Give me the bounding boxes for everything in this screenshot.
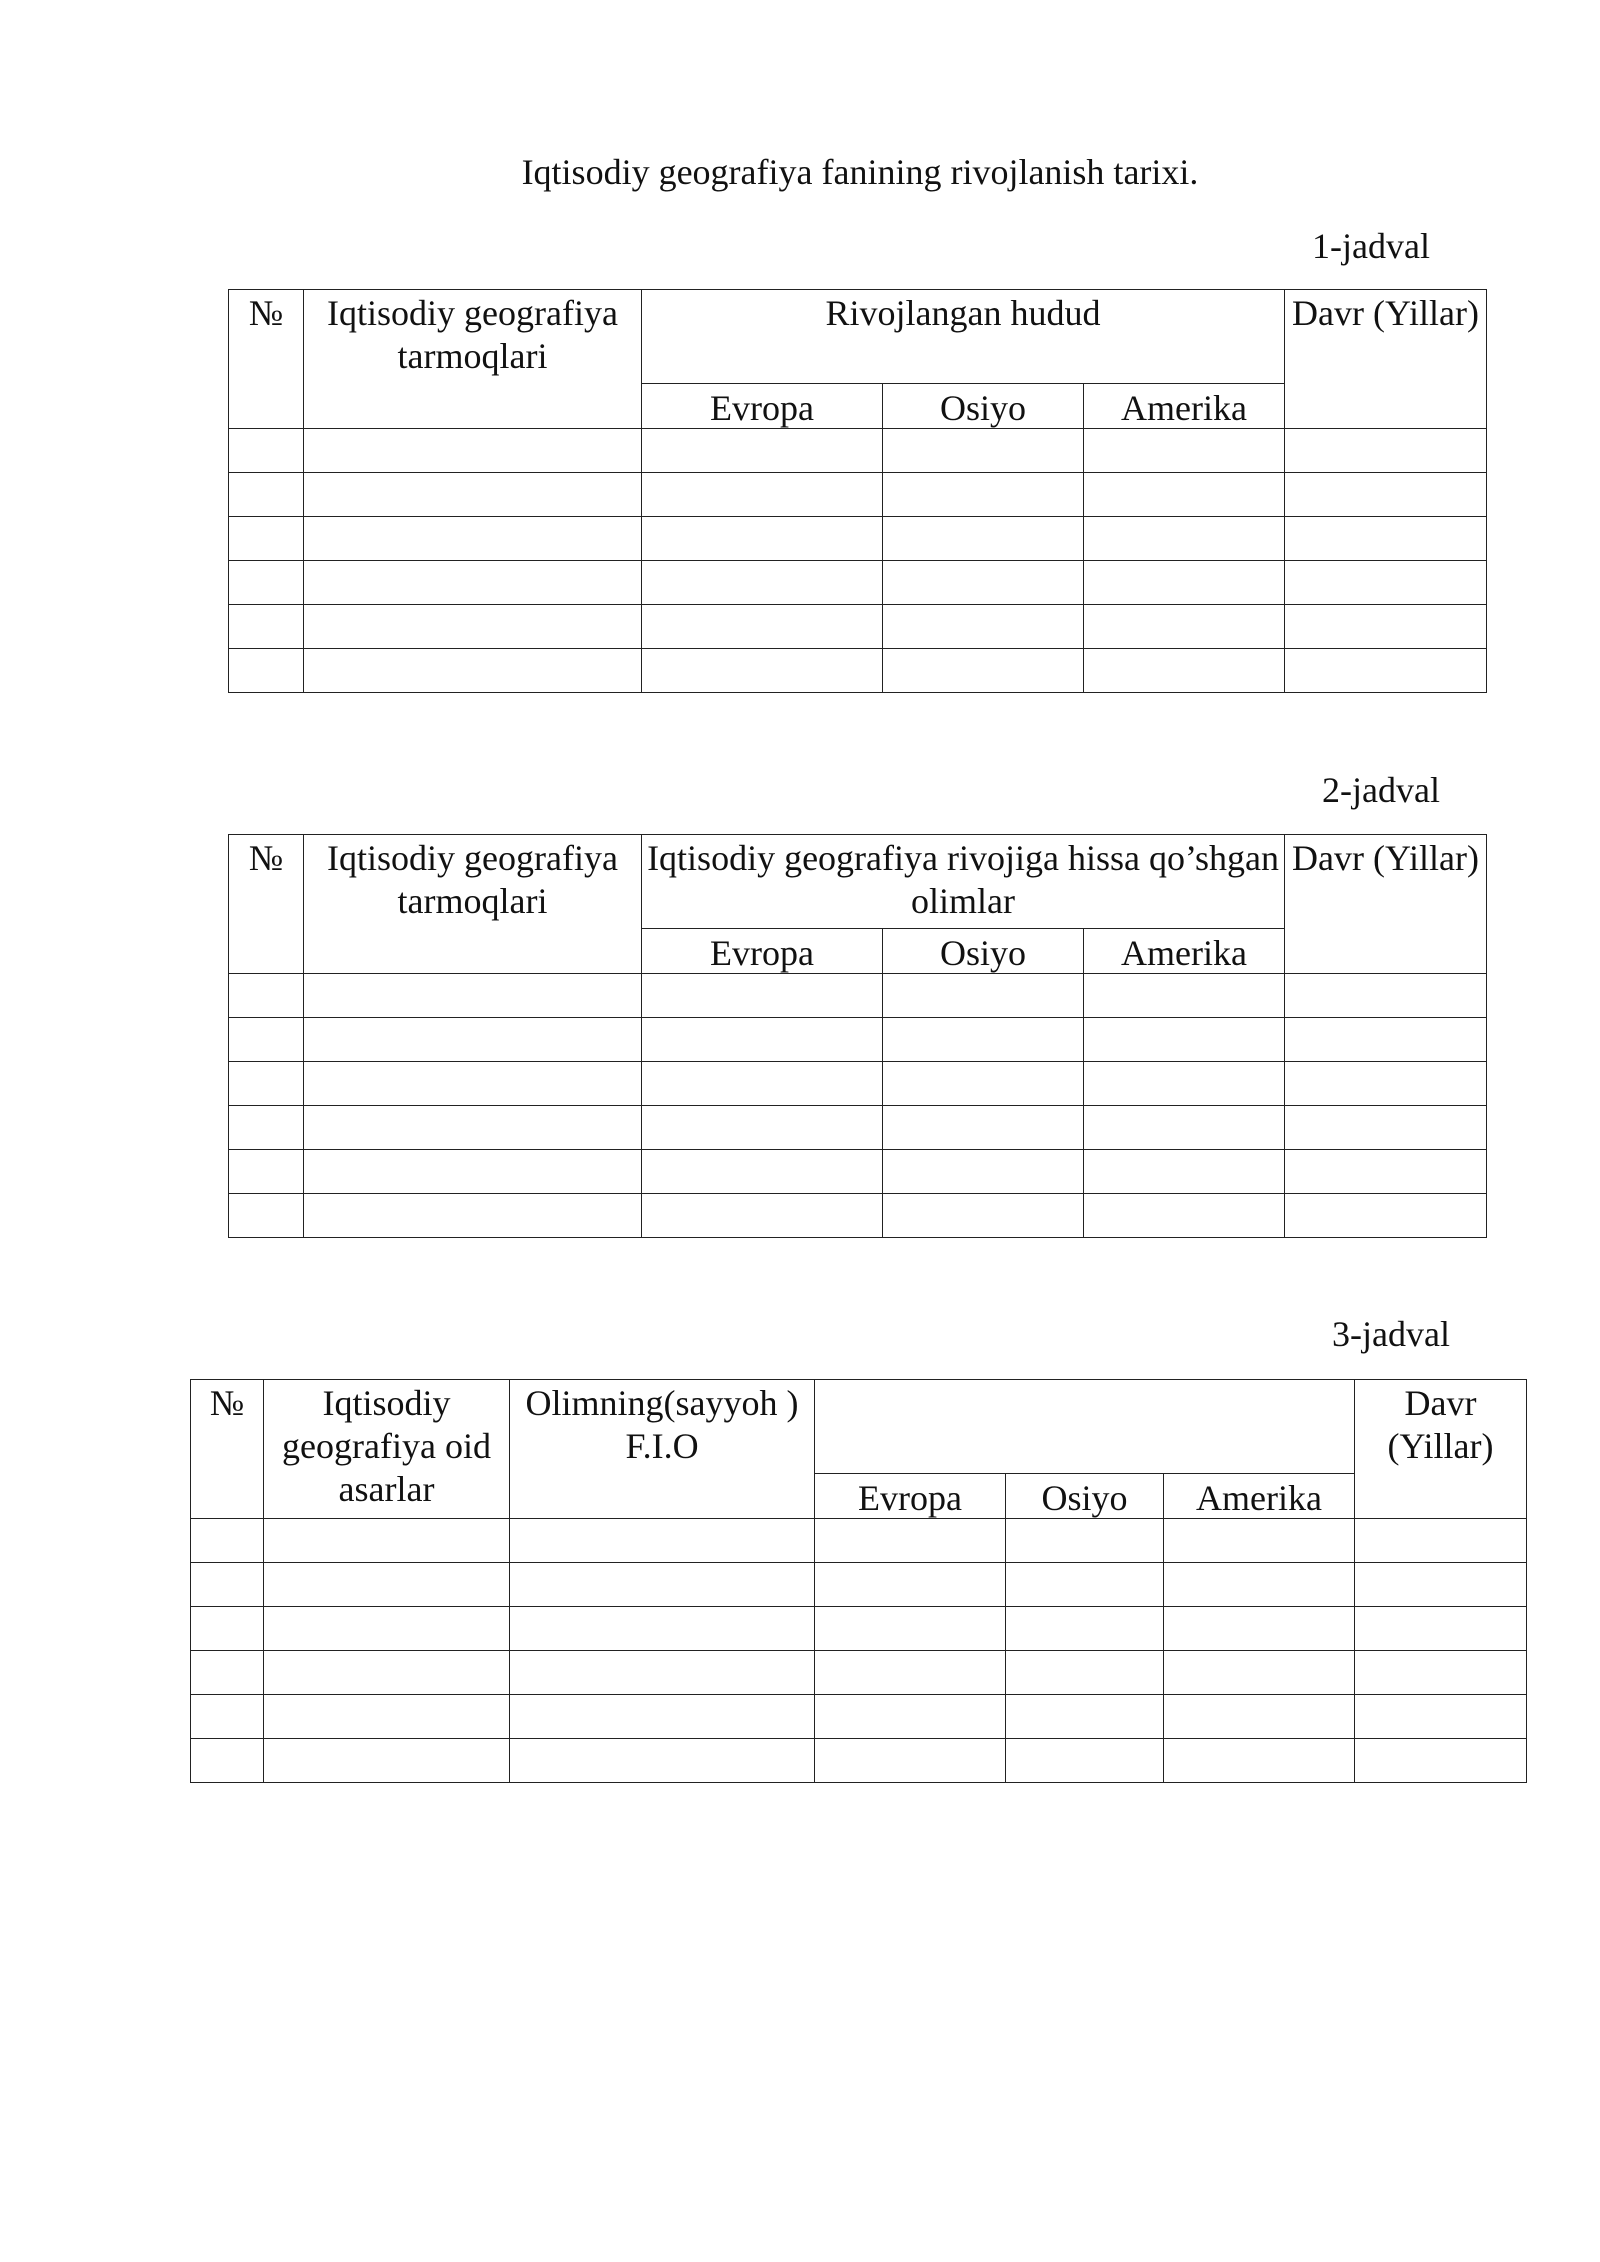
cell[interactable]	[642, 1194, 883, 1238]
cell[interactable]	[229, 605, 304, 649]
cell[interactable]	[1084, 517, 1285, 561]
cell[interactable]	[1285, 1062, 1487, 1106]
cell[interactable]	[1355, 1519, 1527, 1563]
header-region-europe: Evropa	[815, 1474, 1006, 1519]
cell[interactable]	[1285, 1194, 1487, 1238]
cell[interactable]	[510, 1695, 815, 1739]
cell[interactable]	[191, 1695, 264, 1739]
cell[interactable]	[1285, 561, 1487, 605]
cell[interactable]	[883, 1150, 1084, 1194]
table-row	[229, 1194, 1487, 1238]
cell[interactable]	[191, 1519, 264, 1563]
cell[interactable]	[264, 1695, 510, 1739]
cell[interactable]	[264, 1607, 510, 1651]
header-region-group	[815, 1380, 1355, 1474]
cell[interactable]	[1355, 1563, 1527, 1607]
cell[interactable]	[1084, 473, 1285, 517]
cell[interactable]	[304, 473, 642, 517]
cell[interactable]	[1006, 1739, 1164, 1783]
table-row	[191, 1519, 1527, 1563]
table-row	[191, 1563, 1527, 1607]
table-3-label: 3-jadval	[1332, 1314, 1450, 1354]
cell[interactable]	[510, 1519, 815, 1563]
cell[interactable]	[1285, 605, 1487, 649]
cell[interactable]	[815, 1607, 1006, 1651]
cell[interactable]	[1355, 1739, 1527, 1783]
cell[interactable]	[883, 974, 1084, 1018]
header-region-europe: Evropa	[642, 384, 883, 429]
cell[interactable]	[883, 473, 1084, 517]
cell[interactable]	[1285, 473, 1487, 517]
table-row	[191, 1739, 1527, 1783]
cell[interactable]	[642, 517, 883, 561]
cell[interactable]	[229, 1106, 304, 1150]
cell[interactable]	[815, 1695, 1006, 1739]
cell[interactable]	[1006, 1519, 1164, 1563]
cell[interactable]	[1355, 1651, 1527, 1695]
header-region-europe: Evropa	[642, 929, 883, 974]
cell[interactable]	[510, 1739, 815, 1783]
header-scientists: Iqtisodiy geografiya rivojiga hissa qo’shgan olimlar	[642, 835, 1285, 929]
header-region-america: Amerika	[1164, 1474, 1355, 1519]
cell[interactable]	[883, 1106, 1084, 1150]
table-row	[229, 429, 1487, 473]
table-1	[228, 289, 1487, 693]
header-branches: Iqtisodiy geografiya tarmoqlari	[304, 290, 642, 429]
cell[interactable]	[1285, 1106, 1487, 1150]
cell[interactable]	[883, 605, 1084, 649]
header-branches: Iqtisodiy geografiya tarmoqlari	[304, 835, 642, 974]
cell[interactable]	[264, 1519, 510, 1563]
cell[interactable]	[304, 1194, 642, 1238]
page-title: Iqtisodiy geografiya fanining rivojlanish tarixi.	[521, 152, 1199, 192]
cell[interactable]	[191, 1563, 264, 1607]
table-2	[228, 834, 1487, 1238]
cell[interactable]	[642, 561, 883, 605]
table-row	[191, 1651, 1527, 1695]
cell[interactable]	[191, 1651, 264, 1695]
cell[interactable]	[1285, 974, 1487, 1018]
cell[interactable]	[1285, 429, 1487, 473]
cell[interactable]	[815, 1651, 1006, 1695]
table-1-label: 1-jadval	[1312, 226, 1430, 266]
cell[interactable]	[1006, 1651, 1164, 1695]
table-row	[229, 649, 1487, 693]
cell[interactable]	[642, 1062, 883, 1106]
cell[interactable]	[1285, 1150, 1487, 1194]
cell[interactable]	[304, 974, 642, 1018]
header-period: Davr (Yillar)	[1355, 1380, 1527, 1519]
cell[interactable]	[510, 1607, 815, 1651]
cell[interactable]	[229, 473, 304, 517]
cell[interactable]	[510, 1563, 815, 1607]
cell[interactable]	[1164, 1519, 1355, 1563]
header-region-asia: Osiyo	[883, 929, 1084, 974]
cell[interactable]	[642, 605, 883, 649]
table-3	[190, 1379, 1527, 1783]
cell[interactable]	[1084, 649, 1285, 693]
cell[interactable]	[229, 649, 304, 693]
cell[interactable]	[264, 1651, 510, 1695]
table-row	[191, 1607, 1527, 1651]
cell[interactable]	[304, 605, 642, 649]
cell[interactable]	[642, 1106, 883, 1150]
cell[interactable]	[1084, 605, 1285, 649]
cell[interactable]	[1164, 1695, 1355, 1739]
cell[interactable]	[1164, 1563, 1355, 1607]
header-region-america: Amerika	[1084, 929, 1285, 974]
cell[interactable]	[229, 561, 304, 605]
cell[interactable]	[191, 1607, 264, 1651]
cell[interactable]	[1084, 1150, 1285, 1194]
header-scientist-name: Olimning(sayyoh ) F.I.O	[510, 1380, 815, 1519]
cell[interactable]	[1006, 1695, 1164, 1739]
header-region-asia: Osiyo	[883, 384, 1084, 429]
cell[interactable]	[229, 1150, 304, 1194]
cell[interactable]	[642, 649, 883, 693]
cell[interactable]	[304, 649, 642, 693]
cell[interactable]	[229, 517, 304, 561]
cell[interactable]	[883, 1018, 1084, 1062]
header-number: №	[229, 835, 304, 974]
cell[interactable]	[1164, 1651, 1355, 1695]
cell[interactable]	[1084, 1106, 1285, 1150]
cell[interactable]	[304, 1018, 642, 1062]
table-row	[191, 1695, 1527, 1739]
table-2-label: 2-jadval	[1322, 770, 1440, 810]
cell[interactable]	[264, 1739, 510, 1783]
header-region-asia: Osiyo	[1006, 1474, 1164, 1519]
cell[interactable]	[883, 1062, 1084, 1106]
cell[interactable]	[191, 1739, 264, 1783]
cell[interactable]	[304, 1150, 642, 1194]
cell[interactable]	[883, 429, 1084, 473]
table-row	[229, 473, 1487, 517]
cell[interactable]	[642, 473, 883, 517]
table-row	[229, 561, 1487, 605]
header-period: Davr (Yillar)	[1285, 290, 1487, 429]
cell[interactable]	[883, 561, 1084, 605]
cell[interactable]	[815, 1739, 1006, 1783]
cell[interactable]	[304, 429, 642, 473]
table-row	[229, 517, 1487, 561]
cell[interactable]	[883, 517, 1084, 561]
cell[interactable]	[883, 649, 1084, 693]
cell[interactable]	[642, 974, 883, 1018]
table-row	[229, 1062, 1487, 1106]
cell[interactable]	[1084, 561, 1285, 605]
cell[interactable]	[642, 1018, 883, 1062]
cell[interactable]	[1164, 1607, 1355, 1651]
cell[interactable]	[1084, 429, 1285, 473]
cell[interactable]	[1084, 1018, 1285, 1062]
cell[interactable]	[1084, 974, 1285, 1018]
cell[interactable]	[229, 1062, 304, 1106]
cell[interactable]	[510, 1651, 815, 1695]
cell[interactable]	[815, 1563, 1006, 1607]
cell[interactable]	[304, 517, 642, 561]
cell[interactable]	[1084, 1194, 1285, 1238]
cell[interactable]	[229, 429, 304, 473]
cell[interactable]	[1006, 1607, 1164, 1651]
table-row	[229, 1106, 1487, 1150]
header-number: №	[229, 290, 304, 429]
cell[interactable]	[229, 1194, 304, 1238]
table-row	[229, 1150, 1487, 1194]
header-number: №	[191, 1380, 264, 1519]
header-period: Davr (Yillar)	[1285, 835, 1487, 974]
cell[interactable]	[1164, 1739, 1355, 1783]
cell[interactable]	[1006, 1563, 1164, 1607]
cell[interactable]	[883, 1194, 1084, 1238]
cell[interactable]	[1355, 1607, 1527, 1651]
header-region-america: Amerika	[1084, 384, 1285, 429]
cell[interactable]	[1355, 1695, 1527, 1739]
table-row	[229, 605, 1487, 649]
cell[interactable]	[229, 974, 304, 1018]
cell[interactable]	[1285, 649, 1487, 693]
cell[interactable]	[304, 1062, 642, 1106]
cell[interactable]	[1084, 1062, 1285, 1106]
header-developed-region: Rivojlangan hudud	[642, 290, 1285, 384]
cell[interactable]	[642, 1150, 883, 1194]
cell[interactable]	[229, 1018, 304, 1062]
header-works: Iqtisodiy geografiya oid asarlar	[264, 1380, 510, 1519]
table-row	[229, 1018, 1487, 1062]
cell[interactable]	[1285, 1018, 1487, 1062]
cell[interactable]	[815, 1519, 1006, 1563]
cell[interactable]	[1285, 517, 1487, 561]
table-row	[229, 974, 1487, 1018]
cell[interactable]	[264, 1563, 510, 1607]
cell[interactable]	[304, 1106, 642, 1150]
cell[interactable]	[642, 429, 883, 473]
cell[interactable]	[304, 561, 642, 605]
